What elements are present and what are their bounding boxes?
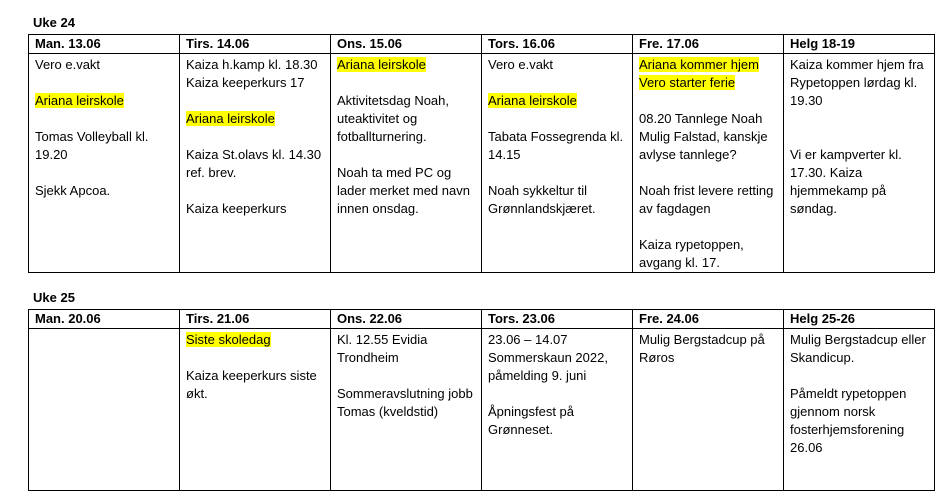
entry-text: Noah frist levere retting av fagdagen [639,183,774,216]
calendar-entry [790,385,928,457]
entry-gap [35,110,173,128]
day-cell[interactable] [784,329,935,491]
entry-gap [186,349,324,367]
entry-text: Kl. 12.55 Evidia Trondheim [337,332,428,365]
entry-gap [639,164,777,182]
calendar-entry [790,331,928,367]
calendar-entry [35,182,173,200]
day-cell[interactable] [180,54,331,273]
calendar-entry [186,56,324,92]
day-cell[interactable] [29,329,180,491]
calendar-entry [488,56,626,74]
calendar-entry [639,331,777,367]
entry-gap [790,110,928,128]
day-header: Fre. 17.06 [633,35,784,54]
day-header: Helg 18-19 [784,35,935,54]
calendar-entry [639,56,777,92]
highlighted-entry-text: Ariana leirskole [35,93,124,108]
day-header: Tirs. 14.06 [180,35,331,54]
entry-gap [337,367,475,385]
day-cell[interactable] [482,54,633,273]
calendar-entry [488,92,626,110]
entry-text: Åpningsfest på Grønneset. [488,404,575,437]
header-row [29,35,935,54]
entry-text: Noah ta med PC og lader merket med navn innen onsdag. [337,165,470,216]
day-header: Tors. 16.06 [482,35,633,54]
calendar-entry [35,128,173,164]
entry-gap [186,128,324,146]
entry-text: Tabata Fossegrenda kl. 14.15 [488,129,624,162]
highlighted-entry-text: Ariana leirskole [186,111,275,126]
entry-text: Påmeldt rypetoppen gjennom norsk fosterhjemsforening 26.06 [790,386,907,455]
highlighted-entry-text: Ariana leirskole [488,93,577,108]
calendar-entry [488,182,626,218]
day-cell[interactable] [784,54,935,273]
entry-gap [488,164,626,182]
entry-text: Kaiza St.olavs kl. 14.30 ref. brev. [186,147,322,180]
entry-text: Mulig Bergstadcup på Røros [639,332,765,365]
week-24-table [28,34,935,273]
calendar-entry [186,146,324,182]
entry-text: Noah sykkeltur til Grønnlandskjæret. [488,183,596,216]
day-header: Tors. 23.06 [482,310,633,329]
entry-text: Kaiza keeperkurs siste økt. [186,368,317,401]
day-header: Ons. 15.06 [331,35,482,54]
entry-gap [790,128,928,146]
highlighted-entry-text: Siste skoledag [186,332,271,347]
entry-gap [186,182,324,200]
day-header: Ons. 22.06 [331,310,482,329]
entry-gap [337,74,475,92]
entry-text: Aktivitetsdag Noah, uteaktivitet og fotballturnering. [337,93,450,144]
calendar-entry [186,200,324,218]
calendar-entry [790,56,928,110]
entry-gap [35,74,173,92]
entry-gap [639,92,777,110]
day-cell[interactable] [633,329,784,491]
entry-text: Kaiza rypetoppen, avgang kl. 17. [639,237,744,270]
calendar-entry [639,182,777,218]
entry-text: Sjekk Apcoa. [35,183,111,198]
header-row [29,310,935,329]
entry-text: Vero e.vakt [35,57,101,72]
entry-gap [639,218,777,236]
day-row [29,54,935,273]
day-row [29,329,935,491]
day-cell[interactable] [29,54,180,273]
calendar-entry [337,164,475,218]
entry-gap [186,92,324,110]
day-cell[interactable] [180,329,331,491]
highlighted-entry-text: Ariana leirskole [337,57,426,72]
entry-text: 23.06 – 14.07 Sommerskaun 2022, påmelding 9. juni [488,332,608,383]
calendar-entry [488,128,626,164]
calendar-entry [186,367,324,403]
entry-text: Mulig Bergstadcup eller Skandicup. [790,332,926,365]
entry-text: Tomas Volleyball kl. 19.20 [35,129,149,162]
calendar-entry [488,403,626,439]
entry-text: Kaiza keeperkurs [186,201,287,216]
day-header: Helg 25-26 [784,310,935,329]
entry-gap [488,385,626,403]
calendar-entry [639,110,777,164]
calendar-entry [337,56,475,74]
calendar-entry [639,236,777,272]
week-25-table [28,309,935,491]
entry-text: Kaiza h.kamp kl. 18.30 Kaiza keeperkurs 17 [186,57,318,90]
entry-gap [337,146,475,164]
calendar-entry [337,331,475,367]
day-header: Fre. 24.06 [633,310,784,329]
calendar-entry [186,110,324,128]
day-header: Man. 13.06 [29,35,180,54]
entry-text: Kaiza kommer hjem fra Rypetoppen lørdag kl. 19.30 [790,57,924,108]
entry-gap [790,367,928,385]
calendar-entry [337,385,475,421]
calendar-entry [35,92,173,110]
calendar-entry [186,331,324,349]
day-cell[interactable] [633,54,784,273]
entry-gap [488,74,626,92]
day-cell[interactable] [482,329,633,491]
highlighted-entry-text: Ariana kommer hjem Vero starter ferie [639,57,759,90]
calendar-entry [35,56,173,74]
entry-text: 08.20 Tannlege Noah Mulig Falstad, kanskje avlyse tannlege? [639,111,768,162]
entry-gap [488,110,626,128]
entry-gap [35,164,173,182]
entry-text: Vi er kampverter kl. 17.30. Kaiza hjemmekamp på søndag. [790,147,902,216]
day-header: Tirs. 21.06 [180,310,331,329]
calendar-entry [337,92,475,146]
calendar-entry [790,146,928,218]
day-cell[interactable] [331,54,482,273]
day-header: Man. 20.06 [29,310,180,329]
calendar-entry [488,331,626,385]
entry-text: Sommeravslutning jobb Tomas (kveldstid) [337,386,473,419]
day-cell[interactable] [331,329,482,491]
week-25-title: Uke 25 [33,290,75,305]
entry-text: Vero e.vakt [488,57,554,72]
week-24-title: Uke 24 [33,15,75,30]
